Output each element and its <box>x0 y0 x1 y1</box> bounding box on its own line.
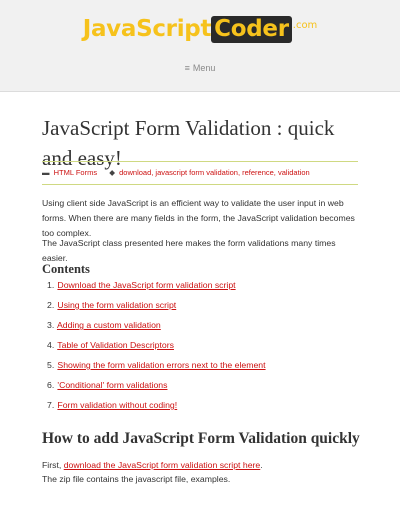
toc-number: 1. <box>47 280 55 290</box>
toc-item <box>47 397 357 417</box>
toc-item <box>47 277 357 297</box>
toc-link-showing-errors[interactable]: Showing the form validation errors next to the element <box>57 360 266 370</box>
logo-text-coder: Coder <box>211 16 292 43</box>
toc-item <box>47 317 357 337</box>
toc-link-conditional[interactable]: 'Conditional' form validations <box>57 380 168 390</box>
site-header <box>0 0 400 92</box>
toc-item <box>47 357 357 377</box>
toc-item <box>47 337 357 357</box>
category-link[interactable]: HTML Forms <box>53 168 98 177</box>
toc-number: 6. <box>47 380 55 390</box>
toc-number: 3. <box>47 320 55 330</box>
toc-link-without-coding[interactable]: Form validation without coding! <box>57 400 178 410</box>
toc-number: 5. <box>47 360 55 370</box>
download-script-link[interactable]: download the JavaScript form validation script here <box>63 460 261 470</box>
section-prefix: First, <box>42 460 64 470</box>
toc-number: 4. <box>47 340 55 350</box>
menu-toggle-button[interactable] <box>0 63 400 73</box>
toc-link-custom-validation[interactable]: Adding a custom validation <box>56 320 161 330</box>
tag-icon: ◆ <box>109 168 116 177</box>
toc-item <box>47 377 357 397</box>
logo-text-javascript: JavaScript <box>82 16 212 42</box>
section-heading: How to add JavaScript Form Validation quickly <box>42 430 360 447</box>
section-paragraph-2: The zip file contains the javascript file, examples. <box>42 474 231 484</box>
menu-label: Menu <box>192 63 216 73</box>
section-paragraph <box>42 458 358 473</box>
toc-link-descriptors[interactable]: Table of Validation Descriptors <box>57 340 174 350</box>
section-suffix: . <box>260 460 263 470</box>
toc-number: 7. <box>47 400 55 410</box>
toc-link-using[interactable]: Using the form validation script <box>57 300 177 310</box>
toc-item <box>47 297 357 317</box>
intro-paragraph: Using client side JavaScript is an efficient way to validate the user input in web forms. When there are many fields in the form, the JavaScript validation becomes too complex. <box>42 198 355 238</box>
intro-paragraph-2: The JavaScript class presented here makes the form validations many times easier. <box>42 238 336 263</box>
hamburger-icon: ≡ <box>184 63 190 73</box>
table-of-contents <box>47 277 357 417</box>
site-logo[interactable] <box>0 16 400 42</box>
toc-link-download[interactable]: Download the JavaScript form validation script <box>57 280 236 290</box>
logo-text-tld: .com <box>292 20 318 31</box>
tags-links[interactable]: download, javascript form validation, reference, validation <box>119 168 310 177</box>
post-meta <box>42 161 358 185</box>
contents-heading: Contents <box>42 262 90 276</box>
page-title: JavaScript Form Validation : quick and easy! <box>42 116 335 170</box>
folder-icon: ▬ <box>42 168 50 177</box>
toc-number: 2. <box>47 300 55 310</box>
